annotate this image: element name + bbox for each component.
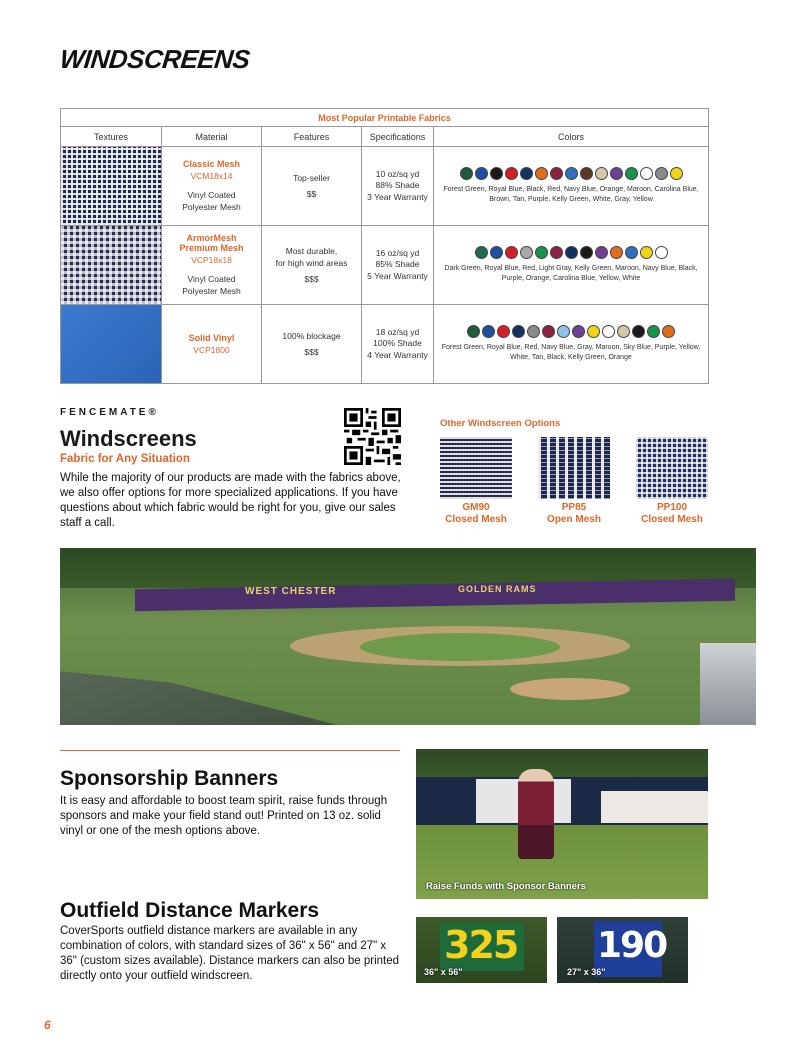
stadium-photo — [60, 548, 756, 725]
spec-warranty: 3 Year Warranty — [367, 191, 428, 202]
color-swatch — [490, 167, 503, 180]
spec-weight: 18 oz/sq yd — [375, 326, 420, 337]
color-swatch — [520, 246, 533, 259]
option-gm90 — [440, 437, 512, 499]
color-swatch — [587, 325, 600, 338]
color-swatch — [535, 246, 548, 259]
spec-warranty: 5 Year Warranty — [367, 270, 428, 281]
page-title: WINDSCREENS — [58, 44, 252, 74]
color-swatch — [535, 167, 548, 180]
color-swatch — [475, 246, 488, 259]
sign-west-chester: WEST CHESTER — [245, 586, 337, 597]
color-swatch — [550, 167, 563, 180]
marker-size: 27" x 36" — [567, 967, 606, 977]
gm90-swatch — [440, 437, 512, 499]
color-names: Forest Green, Royal Blue, Red, Navy Blue, Gray, Maroon, Sky Blue, Purple, Yellow, White, Tan, Black, Kelly Green, Orange — [441, 344, 701, 361]
price-level: $$$ — [304, 274, 319, 284]
color-swatch — [625, 167, 638, 180]
other-options-title: Other Windscreen Options — [440, 418, 561, 429]
price-level: $$ — [306, 189, 317, 199]
option-label — [431, 502, 521, 526]
option-code: PP85 — [561, 502, 587, 513]
option-type: Closed Mesh — [641, 514, 703, 525]
marker-size: 36" x 56" — [424, 967, 463, 977]
color-swatch — [527, 325, 540, 338]
color-swatch — [572, 325, 585, 338]
material-desc: Vinyl Coated — [187, 274, 236, 284]
color-swatch — [655, 246, 668, 259]
sponsorship-heading: Sponsorship Banners — [60, 767, 279, 790]
color-swatch — [580, 167, 593, 180]
color-swatch — [565, 246, 578, 259]
color-swatch — [460, 167, 473, 180]
color-swatch — [520, 167, 533, 180]
color-swatch — [640, 167, 653, 180]
table-header-row — [61, 127, 709, 147]
marker-number: 190 — [597, 925, 667, 966]
material-name: Classic Mesh — [182, 159, 241, 169]
option-pp85 — [538, 437, 610, 499]
color-swatch — [505, 246, 518, 259]
feature-text: Most durable, — [285, 246, 338, 256]
markers-body: CoverSports outfield distance markers are available in any combination of colors, with standard sizes of 36" x 56" and 27" x 36" (custom sizes available). Distance markers can also be printed directly onto your outfield windscreen. — [60, 925, 400, 982]
feature-text: for high wind areas — [275, 258, 348, 268]
option-type: Open Mesh — [547, 514, 601, 525]
solid-vinyl-texture — [61, 305, 161, 383]
color-swatch — [625, 246, 638, 259]
material-code: VCP1800 — [193, 345, 230, 355]
sponsorship-body: It is easy and affordable to boost team spirit, raise funds through sponsors and make your field stand out! Printed on 13 oz. solid vinyl or one of the mesh options above. — [60, 795, 388, 837]
qr-code-icon — [344, 408, 401, 465]
header-specifications: Specifications — [362, 127, 434, 147]
header-features: Features — [262, 127, 362, 147]
color-swatch — [640, 246, 653, 259]
feature-text: 100% blockage — [282, 331, 341, 341]
material-desc: Polyester Mesh — [182, 286, 241, 296]
color-swatch — [647, 325, 660, 338]
pp85-swatch — [538, 437, 610, 499]
brand-label: FENCEMATE® — [60, 407, 159, 418]
windscreens-heading: Windscreens — [60, 426, 197, 451]
section-divider — [60, 750, 400, 751]
color-swatch — [595, 246, 608, 259]
color-swatch — [670, 167, 683, 180]
option-pp100 — [636, 437, 708, 499]
classic-mesh-texture — [61, 147, 161, 225]
page-number: 6 — [44, 1018, 51, 1032]
color-swatch — [542, 325, 555, 338]
color-swatch — [512, 325, 525, 338]
distance-marker — [557, 917, 688, 983]
banner-caption: Raise Funds with Sponsor Banners — [426, 881, 586, 892]
windscreens-body: While the majority of our products are made with the fabrics above, we also offer options for more specialized applications. If you have questions about which fabric would be right for you, give our sales staff a call. — [60, 472, 401, 529]
sponsor-banner-photo — [416, 749, 708, 899]
color-swatch — [475, 167, 488, 180]
material-desc: Vinyl Coated — [187, 190, 236, 200]
color-swatch — [557, 325, 570, 338]
material-code: VCM18x14 — [190, 171, 233, 181]
option-label — [627, 502, 717, 526]
color-swatch — [610, 246, 623, 259]
spec-shade: 100% Shade — [373, 338, 422, 349]
header-colors: Colors — [434, 127, 709, 147]
color-swatch — [662, 325, 675, 338]
spec-warranty: 4 Year Warranty — [367, 349, 428, 360]
price-level: $$$ — [304, 347, 319, 357]
color-swatch — [632, 325, 645, 338]
color-names: Dark Green, Royal Blue, Red, Light Gray, Kelly Green, Maroon, Navy Blue, Black, Purple, Orange, Carolina Blue, Yellow, White — [444, 265, 698, 282]
color-swatch — [497, 325, 510, 338]
header-textures: Textures — [61, 127, 162, 147]
feature-text: Top-seller — [293, 173, 330, 183]
pp100-swatch — [636, 437, 708, 499]
spec-weight: 16 oz/sq yd — [375, 247, 420, 258]
spec-shade: 88% Shade — [375, 180, 420, 191]
material-code: VCP18x18 — [191, 255, 232, 265]
color-swatch — [482, 325, 495, 338]
fabrics-table — [60, 108, 709, 384]
color-swatches — [434, 167, 708, 180]
color-swatch — [505, 167, 518, 180]
table-row — [61, 226, 709, 305]
color-swatch — [490, 246, 503, 259]
windscreens-subheading: Fabric for Any Situation — [60, 453, 190, 465]
distance-marker — [416, 917, 547, 983]
color-swatch — [467, 325, 480, 338]
option-type: Closed Mesh — [445, 514, 507, 525]
armormesh-texture — [61, 226, 161, 304]
marker-number: 325 — [444, 923, 518, 967]
color-swatch — [617, 325, 630, 338]
table-row — [61, 305, 709, 384]
header-material: Material — [162, 127, 262, 147]
sign-golden-rams: GOLDEN RAMS — [458, 584, 537, 594]
option-code: PP100 — [656, 502, 688, 513]
color-swatch — [550, 246, 563, 259]
table-caption: Most Popular Printable Fabrics — [61, 109, 709, 127]
material-name: Solid Vinyl — [188, 333, 235, 343]
color-swatches — [434, 325, 708, 338]
table-row — [61, 147, 709, 226]
spec-shade: 85% Shade — [375, 259, 420, 270]
option-code: GM90 — [462, 502, 490, 513]
color-swatch — [580, 246, 593, 259]
material-name: ArmorMesh Premium Mesh — [179, 233, 244, 253]
option-label — [529, 502, 619, 526]
color-swatch — [610, 167, 623, 180]
markers-heading: Outfield Distance Markers — [60, 899, 320, 922]
color-swatch — [595, 167, 608, 180]
color-swatch — [565, 167, 578, 180]
material-desc: Polyester Mesh — [182, 202, 241, 212]
color-swatch — [655, 167, 668, 180]
color-swatch — [602, 325, 615, 338]
spec-weight: 10 oz/sq yd — [375, 168, 420, 179]
color-names: Forest Green, Royal Blue, Black, Red, Navy Blue, Orange, Maroon, Carolina Blue, Brown, Tan, Purple, Kelly Green, White, Gray, Yellow — [443, 186, 699, 203]
color-swatches — [434, 246, 708, 259]
